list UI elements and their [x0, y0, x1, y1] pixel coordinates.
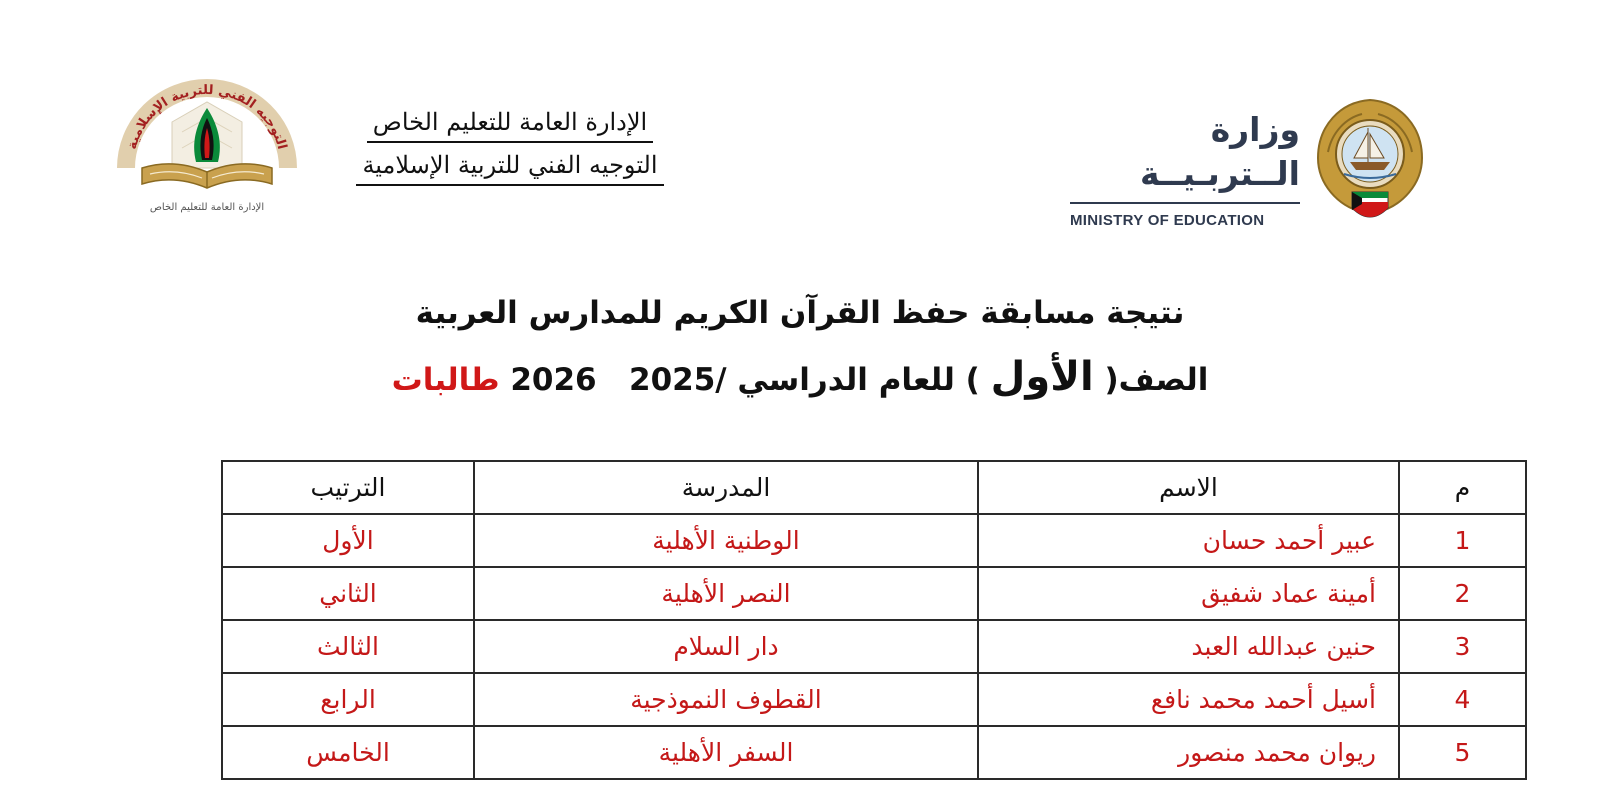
- row-school: دار السلام: [474, 620, 978, 673]
- ministry-name-block: [1070, 108, 1300, 229]
- ministry-header: [1070, 88, 1430, 228]
- row-name: عبير أحمد حسان: [978, 514, 1399, 567]
- row-index: 2: [1399, 567, 1526, 620]
- directorate-line-2: التوجيه الفني للتربية الإسلامية: [356, 147, 663, 186]
- row-rank: الثالث: [222, 620, 474, 673]
- page-subtitle: [0, 350, 1600, 407]
- state-emblem-icon: [1310, 92, 1430, 232]
- year-end: 2026: [510, 362, 597, 398]
- logo-bottom-text: الإدارة العامة للتعليم الخاص: [149, 202, 265, 213]
- row-index: 4: [1399, 673, 1526, 726]
- row-rank: الخامس: [222, 726, 474, 779]
- row-name: ريوان محمد منصور: [978, 726, 1399, 779]
- table-row: [222, 673, 1526, 726]
- row-school: الوطنية الأهلية: [474, 514, 978, 567]
- header-index: م: [1399, 461, 1526, 514]
- row-index: 1: [1399, 514, 1526, 567]
- row-school: القطوف النموذجية: [474, 673, 978, 726]
- row-index: 3: [1399, 620, 1526, 673]
- header-name: الاسم: [978, 461, 1399, 514]
- table-row: [222, 514, 1526, 567]
- results-table: [221, 460, 1527, 780]
- row-name: حنين عبدالله العبد: [978, 620, 1399, 673]
- title-block: [0, 286, 1600, 407]
- islamic-education-logo-icon: [112, 72, 302, 222]
- grade-prefix: الصف(: [1104, 362, 1209, 398]
- grade-name: الأول: [990, 354, 1094, 400]
- logo-ring-text: التوجيه الفني للتربية الإسلامية: [124, 82, 290, 152]
- grade-suffix: ): [965, 362, 980, 398]
- row-rank: الثاني: [222, 567, 474, 620]
- row-name: أمينة عماد شفيق: [978, 567, 1399, 620]
- year-label: للعام الدراسي: [737, 362, 955, 398]
- row-name: أسيل أحمد محمد نافع: [978, 673, 1399, 726]
- ministry-divider: [1070, 202, 1300, 204]
- directorate-line-1: الإدارة العامة للتعليم الخاص: [367, 104, 653, 143]
- table-row: [222, 567, 1526, 620]
- header-school: المدرسة: [474, 461, 978, 514]
- ministry-name-arabic: وزارة الــتربـيــة: [1140, 110, 1300, 193]
- header-rank: الترتيب: [222, 461, 474, 514]
- page-title: نتيجة مسابقة حفظ القرآن الكريم للمدارس العربية: [415, 295, 1185, 331]
- row-rank: الرابع: [222, 673, 474, 726]
- table-row: [222, 726, 1526, 779]
- year-start: 2025/: [629, 362, 727, 398]
- category-label: طالبات: [391, 362, 500, 398]
- row-school: السفر الأهلية: [474, 726, 978, 779]
- row-index: 5: [1399, 726, 1526, 779]
- row-school: النصر الأهلية: [474, 567, 978, 620]
- table-row: [222, 620, 1526, 673]
- directorate-header: [330, 104, 690, 190]
- row-rank: الأول: [222, 514, 474, 567]
- ministry-name-english: MINISTRY OF EDUCATION: [1070, 212, 1265, 229]
- table-header-row: [222, 461, 1526, 514]
